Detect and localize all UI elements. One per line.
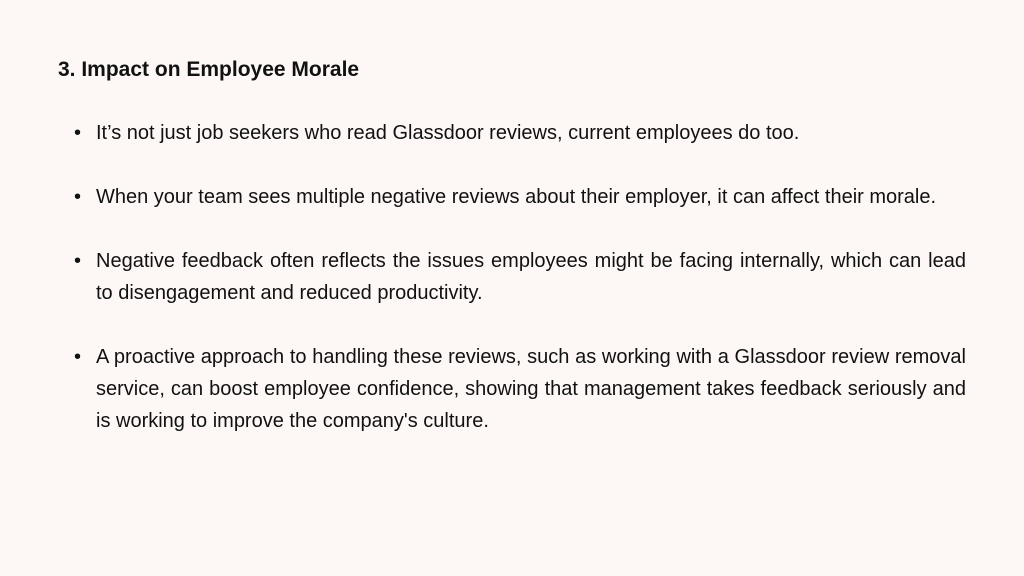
bullet-dot-icon: • [74, 346, 82, 368]
bullet-list [74, 117, 966, 469]
bullet-text: Negative feedback often reflects the issues employees might be facing internally, which can lead to disengagement and reduced productivity. [96, 250, 966, 304]
bullet-text: A proactive approach to handling these reviews, such as working with a Glassdoor review removal service, can boost employee confidence, showing that management takes feedback seriously and is working to improve the company's culture. [96, 346, 966, 432]
bullet-item [74, 181, 966, 213]
bullet-text: When your team sees multiple negative reviews about their employer, it can affect their morale. [96, 186, 937, 208]
bullet-dot-icon: • [74, 250, 82, 272]
bullet-dot-icon: • [74, 186, 82, 208]
bullet-item [74, 341, 966, 437]
slide-title: 3. Impact on Employee Morale [58, 58, 360, 81]
bullet-text: It’s not just job seekers who read Glassdoor reviews, current employees do too. [96, 122, 800, 144]
bullet-item [74, 117, 966, 149]
bullet-dot-icon: • [74, 122, 82, 144]
bullet-item [74, 245, 966, 309]
